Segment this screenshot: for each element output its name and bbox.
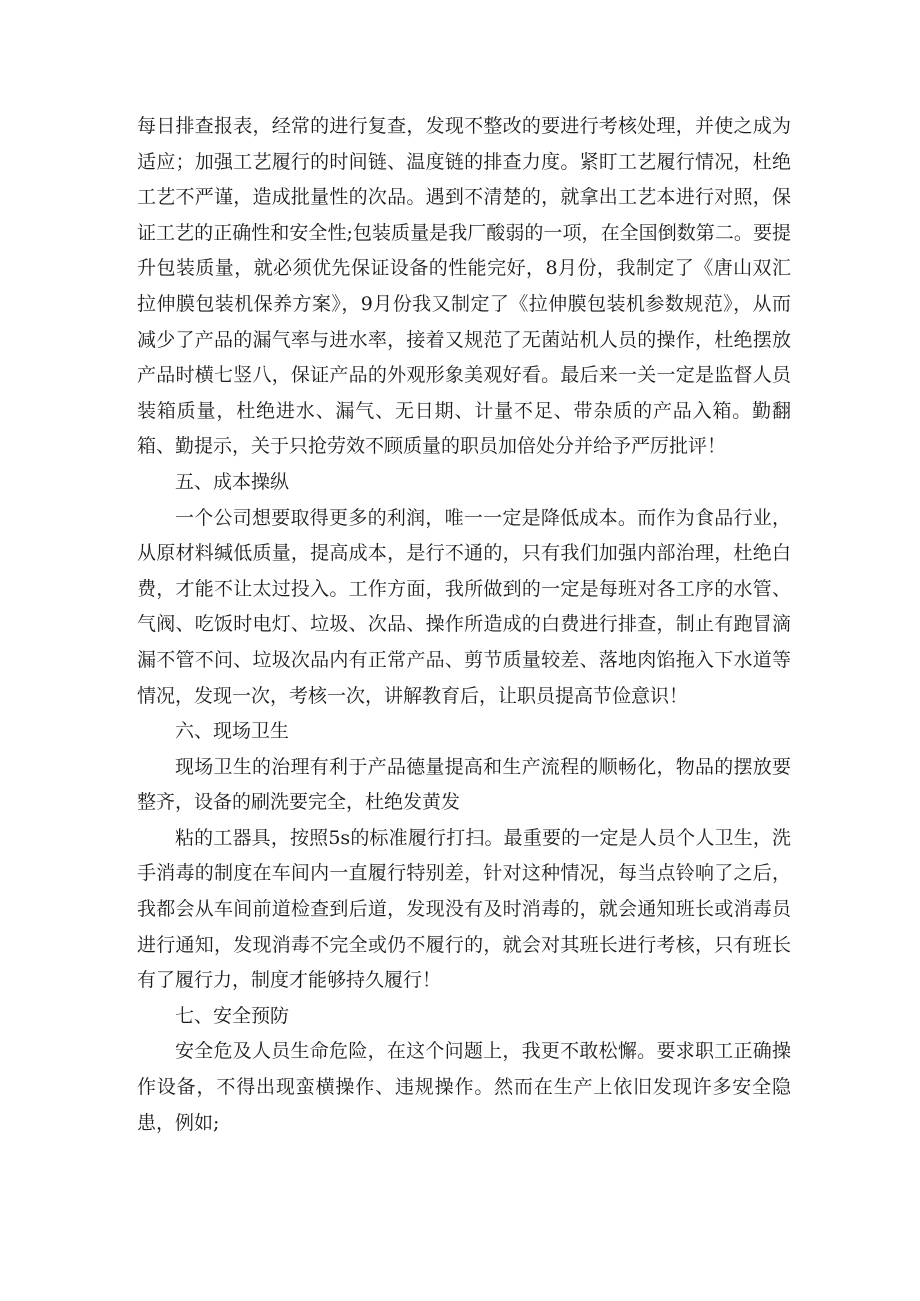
paragraph-safety: 安全危及人员生命危险，在这个问题上，我更不敢松懈。要求职工正确操作设备，不得出现蛮横操作、违规操作。然而在生产上依旧发现许多安全隐患，例如; bbox=[137, 1040, 791, 1134]
paragraph-site-hygiene-1: 现场卫生的治理有利于产品德量提高和生产流程的顺畅化，物品的摆放要整齐，设备的刷洗要完全，杜绝发黄发 bbox=[137, 755, 791, 814]
paragraph-quality-control: 每日排查报表，经常的进行复查，发现不整改的要进行考核处理，并使之成为适应；加强工艺履行的时间链、温度链的排查力度。紧盯工艺履行情况，杜绝工艺不严谨，造成批量性的次品。遇到不清楚的，就拿出工艺本进行对照，保证工艺的正确性和安全性;包装质量是我厂酸弱的一项，在全国倒数第二。要提升包装质量，就必须优先保证设备的性能完好，8月份，我制定了《唐山双汇拉伸膜包装机保养方案》，9月份我又制定了《拉伸膜包装机参数规范》，从而减少了产品的漏气率与进水率，接着又规范了无菌站机人员的操作，杜绝摆放产品时横七竖八，保证产品的外观形象美观好看。最后来一关一定是监督人员装箱质量，杜绝进水、漏气、无日期、计量不足、带杂质的产品入箱。勤翻箱、勤提示，关于只抢劳效不顾质量的职员加倍处分并给予严厉批评！ bbox=[137, 115, 791, 458]
paragraph-cost-control: 一个公司想要取得更多的利润，唯一一定是降低成本。而作为食品行业，从原材料缄低质量，提高成本，是行不通的，只有我们加强内部治理，杜绝白费，才能不让太过投入。工作方面，我所做到的一定是每班对各工序的水管、气阀、吃饭时电灯、垃圾、次品、操作所造成的白费进行排查，制止有跑冒滴漏不管不问、垃圾次品内有正常产品、剪节质量较差、落地肉馅拖入下水道等情况，发现一次，考核一次，讲解教育后，让职员提高节俭意识！ bbox=[137, 506, 791, 707]
section-heading-site-hygiene: 六、现场卫生 bbox=[175, 720, 290, 743]
document-body bbox=[137, 109, 791, 1141]
section-heading-cost-control: 五、成本操纵 bbox=[175, 470, 290, 493]
paragraph-site-hygiene-2: 粘的工器具，按照5s的标准履行打扫。最重要的一定是人员个人卫生，洗手消毒的制度在车间内一直履行特别差，针对这种情况，每当点铃响了之后，我都会从车间前道检查到后道，发现没有及时消毒的，就会通知班长或消毒员进行通知，发现消毒不完全或仍不履行的，就会对其班长进行考核，只有班长有了履行力，制度才能够持久履行！ bbox=[137, 826, 791, 992]
section-heading-safety: 七、安全预防 bbox=[175, 1004, 290, 1027]
